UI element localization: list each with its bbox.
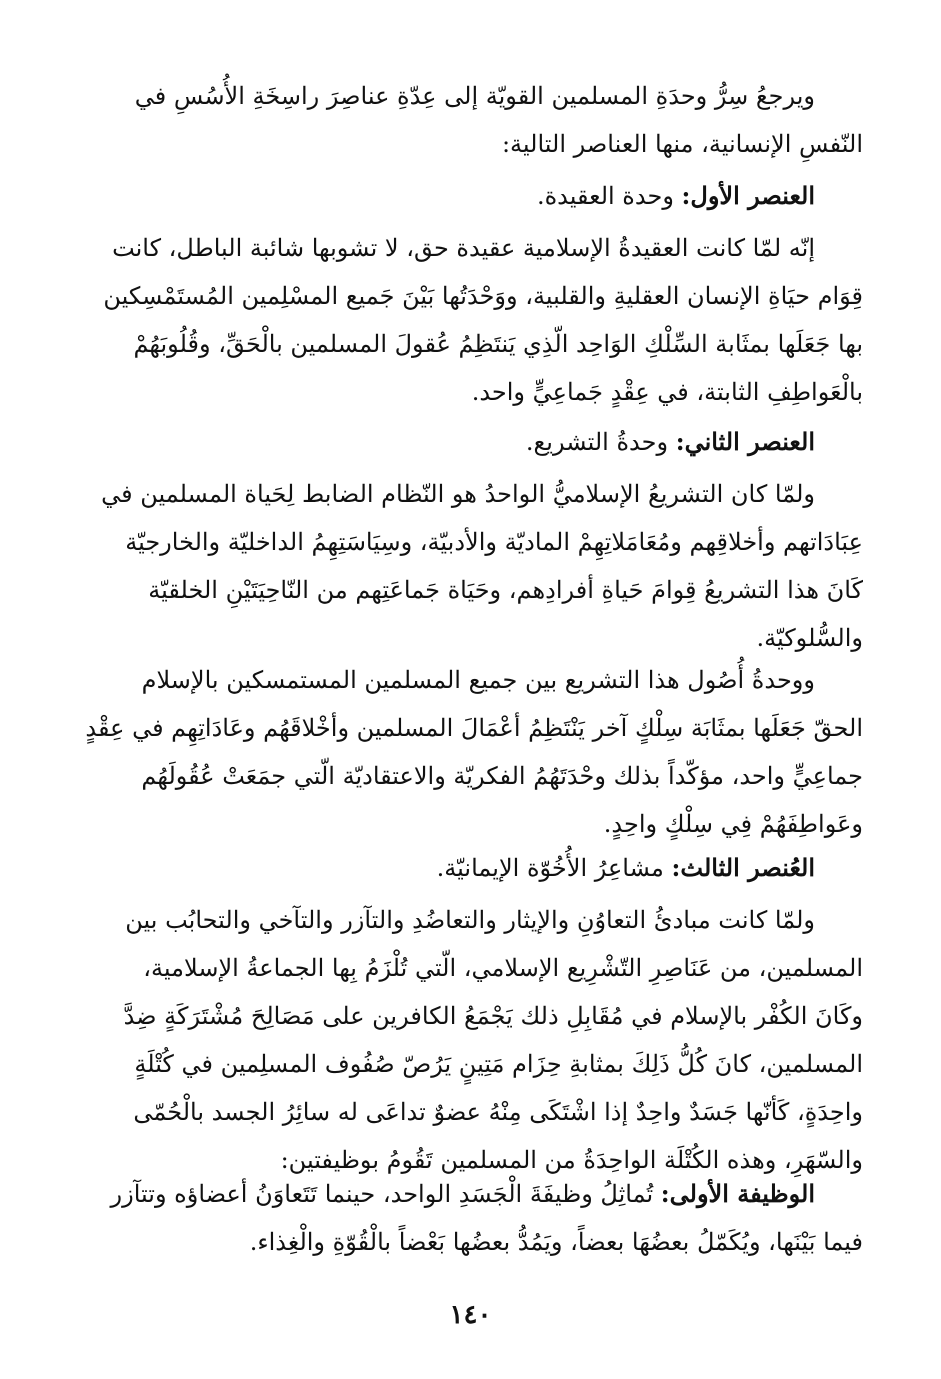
text-line: بالْعَواطِفِ الثابتة، في عِقْدٍ جَماعِيٍّ واحد. [471, 378, 863, 406]
text-line: وعَواطِفَهُمْ فِي سِلْكٍ واحِدٍ. [603, 810, 863, 838]
section-heading-first-element [79, 172, 863, 220]
heading-label: العنصر الأول: [681, 181, 815, 210]
text-line: كَانَ هذا التشريعُ قِوامَ حَياةِ أفرادِهم، وحَيَاة جَماعَتِهم من النّاحِيَتَيْنِ الخلقيّة [148, 576, 863, 604]
paragraph-legislation-foundations [79, 656, 863, 848]
page-number: ١٤٠ [449, 1300, 492, 1330]
heading-text: مشاعِرُ الأُخُوّة الإيمانيّة. [436, 854, 664, 882]
heading-text: وحدةُ التشريع. [525, 428, 669, 456]
text-line: النّفسِ الإنسانية، منها العناصر التالية: [501, 130, 863, 158]
text-line: جماعِيٍّ واحد، مؤكّداً بذلك وحْدَتَهُمُ الفكريّة والاعتقاديّة الّتي جمَعَتْ عُقُولَهُم [141, 762, 863, 790]
paragraph-first-function [79, 1170, 863, 1266]
text-line: والسُّلوكيّة. [756, 624, 863, 652]
text-line: إنّه لمّا كانت العقيدةُ الإسلامية عقيدة حق، لا تشوبها شائبة الباطل، كانت [112, 234, 815, 262]
text-line: والسّهَرِ، وهذه الكُتْلَة الواحِدَةُ من المسلمين تَقُومُ بوظيفتين: [280, 1146, 863, 1174]
heading-label: العُنصر الثالث: [671, 853, 815, 882]
section-heading-second-element [79, 418, 863, 466]
text-line: عِبَادَاتهم وأخلاقِهم ومُعَامَلاتِهِمْ الماديّة والأدبيّة، وسِيَاسَتِهِمُ الداخليّة والخارجيّة [125, 528, 863, 556]
paragraph-intro [79, 72, 863, 168]
text-line: قِوَام حيَاةِ الإنسان العقليةِ والقلبية، ووَحْدَتُها بَيْنَ جَميع المسْلِمين المُستَمْسِكين [103, 282, 863, 310]
paragraph-legislation-unity [79, 470, 863, 662]
text-line: تُماثِلُ وظيفَةَ الْجَسَدِ الواحد، حينما تَتَعاوَنُ أعضاؤه وتتآزر [110, 1180, 654, 1208]
section-heading-third-element [79, 844, 863, 892]
heading-label: العنصر الثاني: [675, 427, 815, 456]
text-line: المسلمين، كانَ كُلُّ ذَلِكَ بمثابةِ حِزَام مَتِينٍ يَرُصّ صُفُوف المسلِمين في كُتْلَةٍ [134, 1050, 863, 1078]
text-line: بها جَعَلَها بمثَابة السِّلْكِ الوَاحِد الّذِي يَنتَظِمُ عُقولَ المسلمين بالْحَقِّ، وقُلُوبَهُمْ [133, 330, 863, 358]
paragraph-creed-unity [79, 224, 863, 416]
text-line: وكَانَ الكُفْر بالإسلام في مُقَابِلِ ذلك يَجْمَعُ الكافرين على مَصَالِحَ مُشْتَرَكَةٍ ضِدَّ [123, 1002, 863, 1030]
text-line: ووحدةُ أُصُول هذا التشريع بين جميع المسلمين المستمسكين بالإسلام [141, 666, 815, 694]
text-line: ولمّا كانت مبادئُ التعاوُنِ والإيثار والتعاضُدِ والتآزر والتآخي والتحابُب بين [125, 906, 815, 934]
text-line: فيما بَيْنَها، ويُكَمّلُ بعضُهَا بعضاً، ويَمُدُّ بعضُها بَعْضاً بالْقُوّةِ والْغِذاء. [249, 1228, 863, 1256]
text-line: الحقّ جَعَلَها بمثَابَة سِلْكٍ آخر يَنْتَظِمُ أعْمَالَ المسلمين وأخْلاقَهُم وعَادَاتِهِم في عِقْدٍ [85, 714, 863, 742]
paragraph-brotherhood [79, 896, 863, 1184]
heading-label: الوظيفة الأولى: [660, 1179, 815, 1208]
text-line: المسلمين، من عَنَاصِرِ التّشْرِيع الإسلامي، الّتي تُلْزَمُ بِها الجماعةُ الإسلامية، [143, 954, 863, 982]
text-line: ويرجعُ سِرُّ وحدَةِ المسلمين القويّة إلى عِدّةِ عناصِرَ راسِخَةِ الأُسُسِ في [134, 82, 815, 110]
text-line: واحِدَةٍ، كَأنّها جَسَدٌ واحِدٌ إذا اشْتَكَى مِنْهُ عضوٌ تداعَى له سائِرُ الجسد بالْحُمّى [133, 1098, 863, 1126]
heading-text: وحدة العقيدة. [536, 182, 674, 210]
text-line: ولمّا كان التشريعُ الإسلاميُّ الواحدُ هو النّظام الضابط لِحَياة المسلمين في [101, 480, 815, 508]
